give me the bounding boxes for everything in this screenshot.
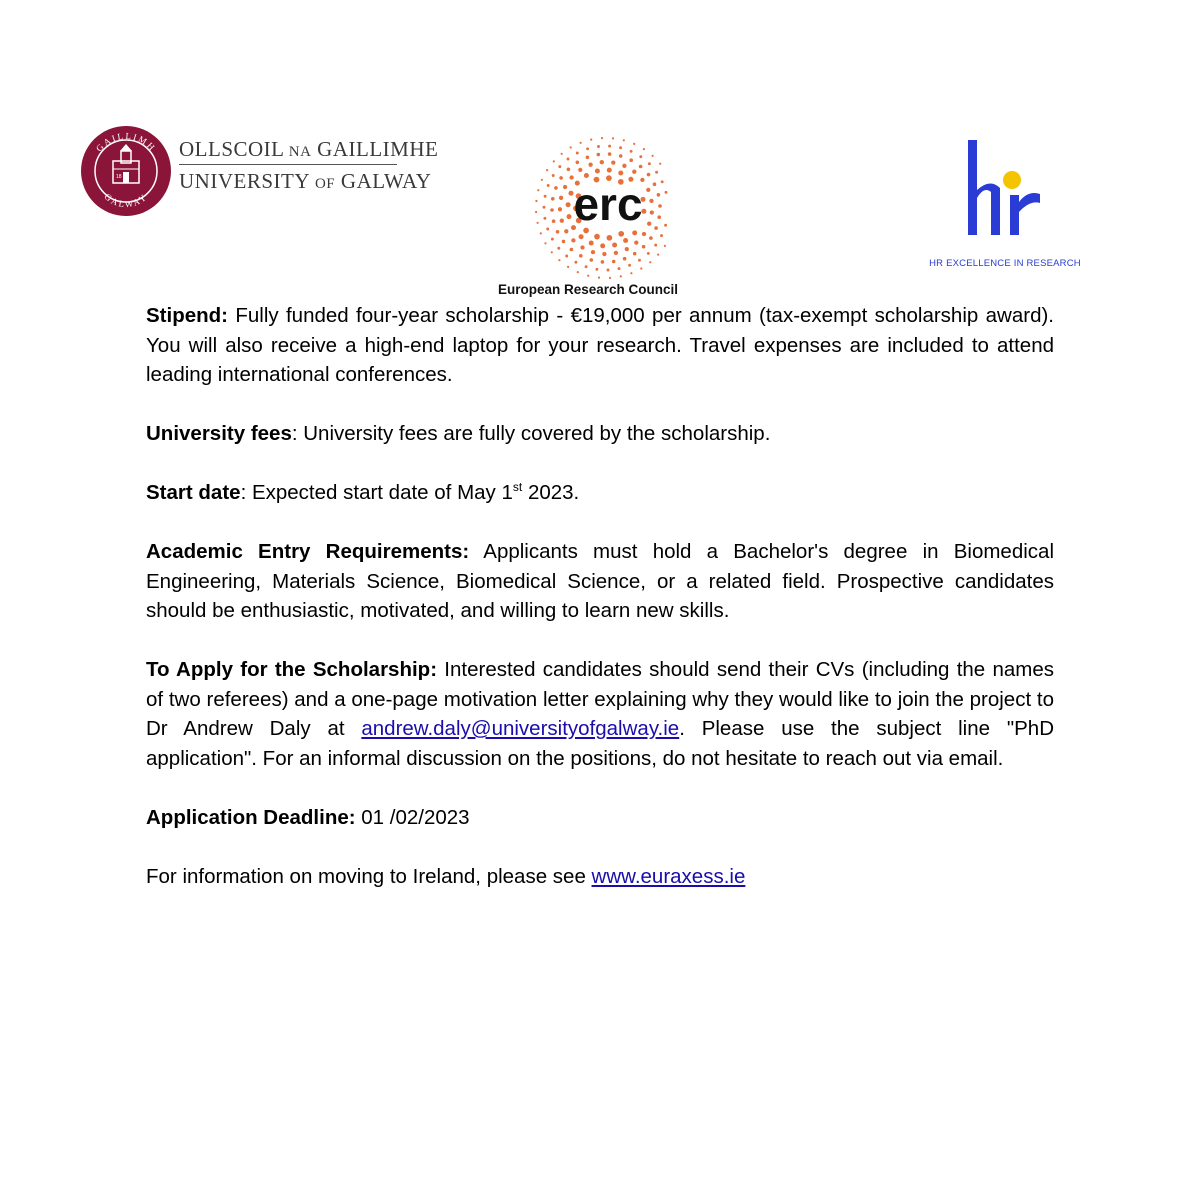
erc-dot xyxy=(620,275,622,277)
apply-text-after: . Please use the subject line "PhD application". For an informal discussion on the positions, do not hesitate to reach out via email. xyxy=(146,717,1054,770)
erc-dot xyxy=(657,254,659,256)
stipend-paragraph xyxy=(146,301,1054,390)
erc-dot xyxy=(589,241,594,246)
erc-dot xyxy=(597,145,600,148)
erc-dot xyxy=(591,250,595,254)
start-date-label: Start date xyxy=(146,481,241,504)
erc-dot xyxy=(567,214,572,219)
erc-dot xyxy=(552,219,556,223)
galway-seal-icon xyxy=(80,125,172,217)
erc-dot xyxy=(535,200,537,202)
erc-dot xyxy=(618,267,621,270)
erc-dot xyxy=(543,217,546,220)
erc-dot xyxy=(638,259,641,262)
erc-dot xyxy=(541,179,543,181)
erc-dot xyxy=(618,171,623,176)
erc-dot xyxy=(623,139,625,141)
erc-dot xyxy=(655,171,658,174)
erc-dot xyxy=(595,268,598,271)
erc-dot xyxy=(558,165,561,168)
erc-dot xyxy=(658,204,662,208)
erc-dot xyxy=(600,160,604,164)
erc-dot xyxy=(659,163,661,165)
erc-dot xyxy=(565,255,568,258)
scholarship-details xyxy=(146,301,1054,921)
erc-dot xyxy=(544,195,547,198)
erc-dot xyxy=(648,162,651,165)
hr-caption: HR EXCELLENCE IN RESEARCH xyxy=(929,258,1081,269)
erc-dot xyxy=(597,153,601,157)
hr-logo-icon xyxy=(960,140,1050,250)
erc-dot xyxy=(611,160,615,164)
erc-dot xyxy=(558,207,562,211)
email-link[interactable]: andrew.daly@universityofgalway.ie xyxy=(361,717,680,740)
galway-english-name: UNIVERSITY OF GALWAY xyxy=(179,169,432,193)
erc-dot xyxy=(557,247,560,250)
erc-caption: European Research Council xyxy=(497,282,679,297)
erc-dot xyxy=(566,202,571,207)
seal-top-text: GAILLIMH xyxy=(93,130,159,154)
erc-dot xyxy=(649,236,653,240)
apply-paragraph xyxy=(146,655,1054,773)
erc-dot xyxy=(608,145,611,148)
erc-dot xyxy=(551,251,553,253)
erc-dot xyxy=(628,264,631,267)
erc-dot xyxy=(654,226,658,230)
fees-paragraph xyxy=(146,419,1054,449)
erc-dot xyxy=(612,260,616,264)
requirements-label: Academic Entry Requirements: xyxy=(146,540,470,563)
erc-dot xyxy=(632,170,636,174)
erc-dot xyxy=(653,182,657,186)
stipend-text: Fully funded four-year scholarship - €19,000 per annum (tax-exempt scholarship award). You will also receive a high-end laptop for your research. Travel expenses are included to attend leading international conferences. xyxy=(146,304,1054,386)
erc-dot xyxy=(585,265,588,268)
erc-dot xyxy=(580,142,582,144)
erc-dot xyxy=(609,277,611,279)
erc-logo xyxy=(488,130,688,305)
erc-dot xyxy=(579,254,583,258)
erc-dot xyxy=(661,180,664,183)
erc-dot xyxy=(578,168,582,172)
erc-dot xyxy=(632,230,637,235)
start-date-text: : Expected start date of May 1 xyxy=(240,481,513,504)
erc-dot xyxy=(608,152,612,156)
erc-dot xyxy=(576,152,579,155)
erc-dot xyxy=(602,252,606,256)
erc-dot xyxy=(559,176,563,180)
fees-label: University fees xyxy=(146,422,292,445)
erc-dot xyxy=(654,244,657,247)
galway-irish-name: OLLSCOIL NA GAILLIMHE xyxy=(179,137,439,161)
erc-dot xyxy=(598,277,600,279)
fees-text: : University fees are fully covered by the scholarship. xyxy=(291,422,771,445)
erc-dot xyxy=(647,252,650,255)
stipend-label: Stipend: xyxy=(146,304,228,327)
deadline-text: 01 /02/2023 xyxy=(355,805,470,829)
erc-dot xyxy=(633,143,635,145)
erc-dot xyxy=(647,173,651,177)
erc-dot xyxy=(537,222,539,224)
erc-dot xyxy=(543,206,546,209)
erc-dot xyxy=(640,267,642,269)
erc-dot xyxy=(629,158,633,162)
erc-dot xyxy=(642,245,646,249)
erc-dot xyxy=(652,155,654,157)
start-date-paragraph xyxy=(146,478,1054,508)
erc-dot xyxy=(665,191,668,194)
moving-text: For information on moving to Ireland, please see xyxy=(146,864,592,888)
erc-dot xyxy=(586,156,590,160)
erc-dot xyxy=(601,137,603,139)
erc-dot xyxy=(590,139,592,141)
erc-dot-burst-icon xyxy=(518,130,668,280)
erc-dot xyxy=(558,259,560,261)
erc-dot xyxy=(646,188,650,192)
erc-dot xyxy=(649,199,653,203)
erc-dot xyxy=(553,160,555,162)
erc-dot xyxy=(556,230,560,234)
erc-dot xyxy=(544,242,546,244)
erc-dot xyxy=(588,163,592,167)
erc-dot xyxy=(625,247,629,251)
erc-dot xyxy=(614,251,618,255)
apply-label: To Apply for the Scholarship: xyxy=(146,658,438,681)
erc-dot xyxy=(630,150,633,153)
erc-dot xyxy=(562,240,566,244)
erc-dot xyxy=(657,193,661,197)
erc-dot xyxy=(619,146,622,149)
erc-dot xyxy=(550,208,554,212)
erc-dot xyxy=(535,211,537,213)
deadline-label: Application Deadline: xyxy=(146,805,356,829)
erc-dot xyxy=(607,235,613,241)
erc-dot xyxy=(559,196,563,200)
seal-years-text: 18 45 xyxy=(116,174,129,180)
erc-dot xyxy=(647,222,651,226)
erc-dot xyxy=(587,275,589,277)
erc-dot xyxy=(634,240,638,244)
erc-dot xyxy=(576,161,580,165)
erc-dot xyxy=(570,146,572,148)
erc-dot xyxy=(607,168,612,173)
euraxess-link[interactable]: www.euraxess.ie xyxy=(591,864,746,888)
erc-dot xyxy=(642,232,646,236)
erc-dot xyxy=(554,186,558,190)
erc-dot xyxy=(580,245,584,249)
erc-dot xyxy=(612,243,617,248)
erc-dot xyxy=(633,252,637,256)
erc-dot xyxy=(612,137,614,139)
erc-dot xyxy=(563,185,567,189)
galway-name xyxy=(179,137,439,194)
erc-dot xyxy=(564,229,568,233)
erc-dot xyxy=(590,258,594,262)
requirements-text: Applicants must hold a Bachelor's degree in Biomedical Engineering, Materials Science, Biomedical Science, or a related field. Prospective candidates should be enthusiastic, motivated, and willing to learn new skills. xyxy=(146,540,1054,622)
erc-dot xyxy=(574,261,577,264)
erc-dot xyxy=(607,269,610,272)
erc-dot xyxy=(567,168,571,172)
erc-dot xyxy=(664,245,666,247)
erc-dot xyxy=(643,148,645,150)
university-of-galway-logo xyxy=(80,125,439,220)
erc-dot xyxy=(649,261,651,263)
erc-dot xyxy=(619,154,623,158)
moving-paragraph xyxy=(146,862,1054,892)
erc-dot xyxy=(570,248,574,252)
deadline-paragraph xyxy=(146,803,1054,833)
logo-row xyxy=(0,60,1200,297)
erc-dot xyxy=(561,153,563,155)
erc-dot xyxy=(639,165,643,169)
erc-dot xyxy=(577,271,579,273)
erc-dot xyxy=(586,147,589,150)
erc-dot xyxy=(650,210,654,214)
hr-excellence-logo xyxy=(920,140,1090,280)
erc-dot xyxy=(595,169,600,174)
erc-dot xyxy=(630,272,632,274)
start-date-year: 2023. xyxy=(522,481,580,504)
requirements-paragraph xyxy=(146,537,1054,626)
erc-dot xyxy=(537,189,539,191)
erc-dot xyxy=(594,234,600,240)
erc-dot xyxy=(639,155,642,158)
erc-dot xyxy=(618,231,624,237)
erc-dot xyxy=(546,169,548,171)
erc-dot xyxy=(547,184,550,187)
erc-dot xyxy=(660,234,663,237)
erc-dot xyxy=(551,197,555,201)
apply-text: Interested candidates should send their CVs (including the names of two referees) and a one-page motivation letter explaining why they would like to join the project to Dr Andrew Daly at xyxy=(146,658,1055,740)
erc-dot xyxy=(551,238,554,241)
erc-dot xyxy=(623,257,627,261)
erc-dot xyxy=(546,228,549,231)
erc-dot xyxy=(622,164,626,168)
erc-dot xyxy=(567,158,570,161)
erc-dot xyxy=(540,232,542,234)
erc-dot xyxy=(560,219,564,223)
erc-dot xyxy=(579,234,584,239)
erc-dot xyxy=(600,243,605,248)
erc-dot xyxy=(552,174,555,177)
erc-dot xyxy=(657,215,661,219)
start-date-superscript: st xyxy=(512,480,523,495)
galway-divider xyxy=(179,164,397,165)
seal-bottom-text: GALWAY xyxy=(102,191,150,210)
erc-dot xyxy=(664,224,667,227)
erc-dot xyxy=(571,238,575,242)
erc-dot xyxy=(623,238,628,243)
erc-wordmark: erc xyxy=(573,178,643,230)
erc-dot xyxy=(601,260,605,264)
erc-dot xyxy=(567,266,569,268)
